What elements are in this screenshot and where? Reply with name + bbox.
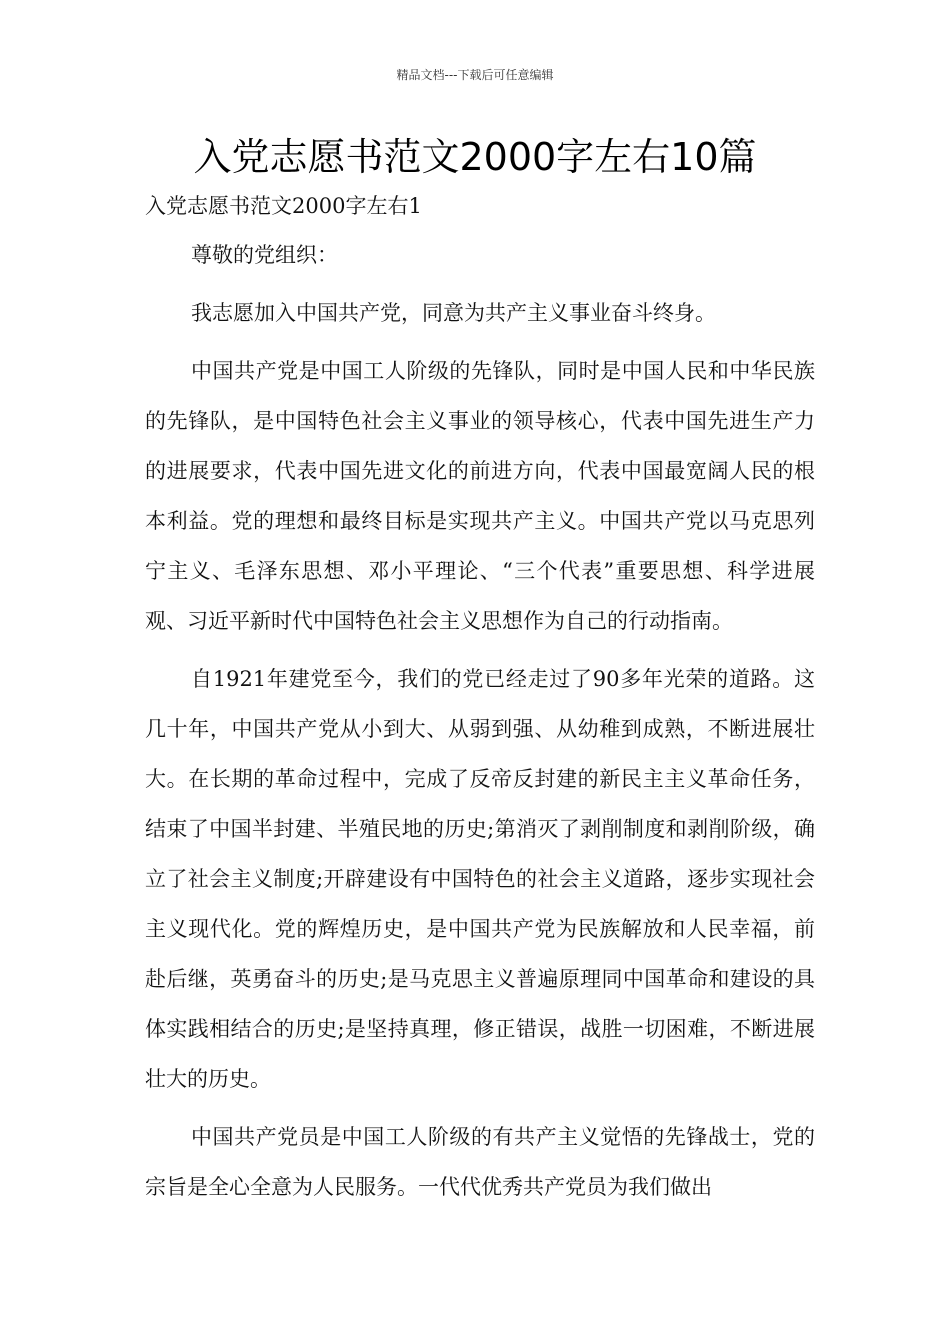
paragraph: 中国共产党员是中国工人阶级的有共产主义觉悟的先锋战士，党的宗旨是全心全意为人民服务。一代代优秀共产党员为我们做出 (145, 1125, 815, 1199)
paragraph: 我志愿加入中国共产党，同意为共产主义事业奋斗终身。 (191, 301, 716, 325)
header-note: 精品文档---下载后可任意编辑 (396, 68, 554, 82)
section-subtitle: 入党志愿书范文2000字左右1 (145, 194, 422, 218)
document-title: 入党志愿书范文2000字左右10篇 (193, 135, 757, 179)
paragraph: 自1921年建党至今，我们的党已经走过了90多年光荣的道路。这几十年，中国共产党从小到大、从弱到强、从幼稚到成熟，不断进展壮大。在长期的革命过程中，完成了反帝反封建的新民主主义革命任务，结束了中国半封建、半殖民地的历史;第消灭了剥削制度和剥削阶级，确立了社会主义制度;开辟建设有中国特色的社会主义道路，逐步实现社会主义现代化。党的辉煌历史，是中国共产党为民族解放和人民幸福，前赴后继，英勇奋斗的历史;是马克思主义普遍原理同中国革命和建设的具体实践相结合的历史;是坚持真理，修正错误，战胜一切困难，不断进展壮大的历史。 (145, 667, 815, 1091)
paragraph: 中国共产党是中国工人阶级的先锋队，同时是中国人民和中华民族的先锋队，是中国特色社会主义事业的领导核心，代表中国先进生产力的进展要求，代表中国先进文化的前进方向，代表中国最宽阔人民的根本利益。党的理想和最终目标是实现共产主义。中国共产党以马克思列宁主义、毛泽东思想、邓小平理论、“三个代表”重要思想、科学进展观、习近平新时代中国特色社会主义思想作为自己的行动指南。 (145, 359, 815, 633)
salutation: 尊敬的党组织： (191, 243, 338, 267)
body-text (145, 230, 815, 1212)
